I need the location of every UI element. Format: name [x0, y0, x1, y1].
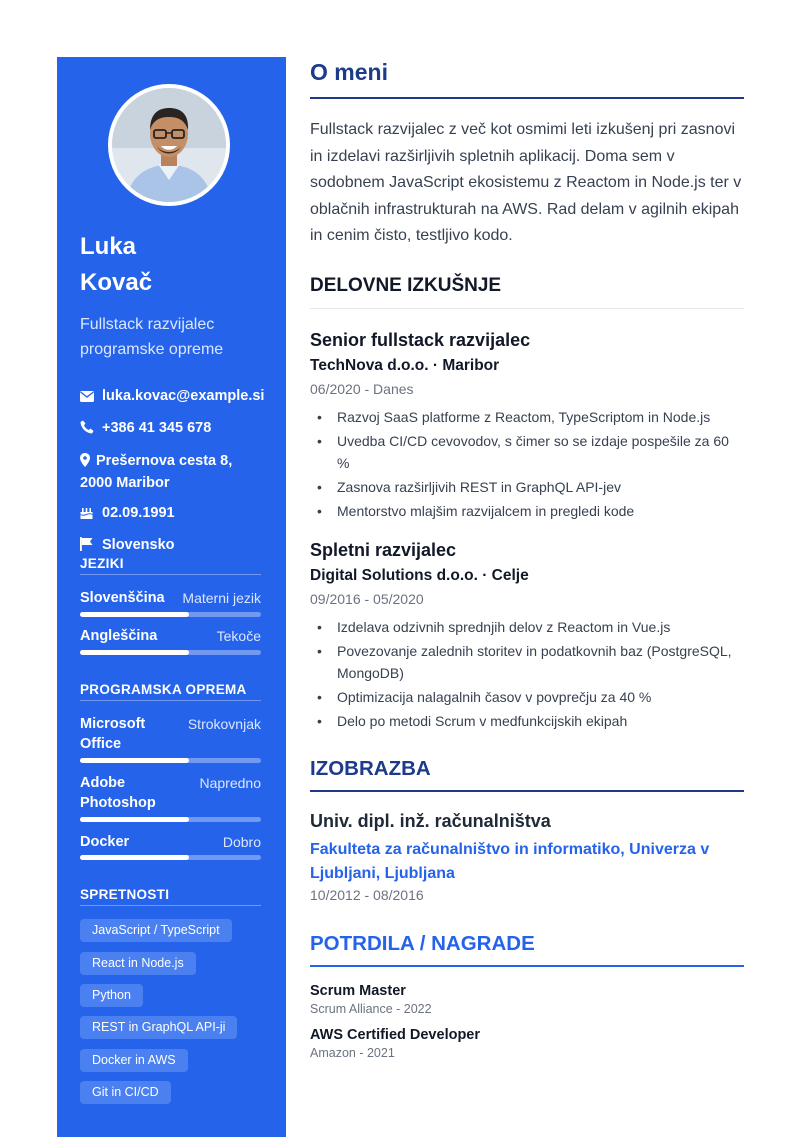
job-company: Digital Solutions d.o.o. · Celje	[310, 567, 529, 584]
job-dates: 09/2016 - 05/2020	[310, 591, 424, 607]
sidebar	[57, 57, 286, 1137]
avatar	[112, 88, 226, 202]
language-bar	[80, 650, 261, 655]
education-school: Fakulteta za računalništvo in informatiko, Univerza v Ljubljani, Ljubljana	[310, 841, 710, 882]
education-heading: IZOBRAZBA	[310, 757, 431, 780]
languages-heading: JEZIKI	[80, 556, 261, 575]
job-bullets	[310, 407, 742, 525]
software-name: Adobe Photoshop	[80, 775, 156, 811]
birthdate-text: 02.09.1991	[102, 505, 175, 521]
job-title: Spletni razvijalec	[310, 540, 457, 560]
education-divider	[310, 790, 744, 792]
birthday-cake-icon	[80, 505, 96, 525]
address-line2: 2000 Maribor	[80, 475, 170, 491]
experience-heading: DELOVNE IZKUŠNJE	[310, 275, 502, 296]
education-degree: Univ. dipl. inž. računalništva	[310, 811, 551, 831]
certificate-issuer: Scrum Alliance - 2022	[310, 1002, 432, 1016]
language-bar	[80, 612, 261, 617]
last-name: Kovač	[80, 269, 153, 296]
about-heading: O meni	[310, 59, 388, 85]
language-level: Tekoče	[216, 628, 261, 644]
certificates-heading: POTRDILA / NAGRADE	[310, 932, 535, 955]
skill-tag: Python	[80, 984, 143, 1007]
person-name	[80, 229, 152, 301]
flag-icon	[80, 537, 96, 557]
list-item: • Povezovanje zalednih storitev in podatkovnih baz (PostgreSQL, MongoDB)	[310, 641, 742, 684]
list-item: • Razvoj SaaS platforme z Reactom, TypeScriptom in Node.js	[310, 407, 742, 429]
software-level: Dobro	[222, 834, 261, 850]
contact-email	[80, 386, 270, 408]
list-item: • Optimizacija nalagalnih časov v povprečju za 40 %	[310, 687, 742, 709]
list-item: • Mentorstvo mlajšim razvijalcem in pregledi kode	[310, 501, 742, 523]
software-row	[80, 832, 261, 852]
job-dates: 06/2020 - Danes	[310, 381, 414, 397]
job-role: Fullstack razvijalec programske opreme	[80, 316, 224, 358]
job-bullets	[310, 617, 742, 735]
certificate-issuer: Amazon - 2021	[310, 1046, 395, 1060]
software-name: Docker	[80, 834, 130, 850]
language-level: Materni jezik	[182, 590, 261, 606]
certificate-title: AWS Certified Developer	[310, 1027, 481, 1043]
list-item: • Delo po metodi Scrum v medfunkcijskih ekipah	[310, 711, 742, 733]
software-row	[80, 714, 261, 754]
software-name: Microsoft Office	[80, 716, 146, 752]
education-dates: 10/2012 - 08/2016	[310, 887, 424, 903]
software-row	[80, 773, 261, 813]
address-line1: Prešernova cesta 8,	[96, 453, 233, 469]
skill-tag: JavaScript / TypeScript	[80, 919, 232, 942]
phone-text: +386 41 345 678	[102, 420, 212, 436]
software-heading: PROGRAMSKA OPREMA	[80, 682, 261, 701]
email-text: luka.kovac@example.si	[102, 388, 265, 404]
certificate-title: Scrum Master	[310, 983, 406, 999]
skill-tag: Docker in AWS	[80, 1049, 188, 1072]
list-item: • Zasnova razširljivih REST in GraphQL API-jev	[310, 477, 742, 499]
list-item: • Izdelava odzivnih sprednjih delov z Reactom in Vue.js	[310, 617, 742, 639]
phone-icon	[80, 420, 96, 440]
language-name: Angleščina	[80, 628, 158, 644]
contact-birthdate	[80, 503, 270, 525]
software-bar	[80, 817, 261, 822]
experience-divider	[310, 308, 744, 309]
skill-tag: REST in GraphQL API-ji	[80, 1016, 237, 1039]
contact-nationality	[80, 535, 270, 557]
language-row	[80, 588, 261, 608]
language-row	[80, 626, 261, 646]
profile-photo	[108, 84, 230, 206]
skill-tag: Git in CI/CD	[80, 1081, 171, 1104]
list-item: • Uvedba CI/CD cevovodov, s čimer so se izdaje pospešile za 60 %	[310, 431, 742, 474]
nationality-text: Slovensko	[102, 537, 175, 553]
envelope-icon	[80, 388, 96, 408]
job-title: Senior fullstack razvijalec	[310, 330, 531, 350]
software-bar	[80, 758, 261, 763]
about-text: Fullstack razvijalec z več kot osmimi leti izkušenj pri zasnovi in izdelavi razširljivih spletnih aplikacij. Doma sem v sodobnem JavaScript ekosistemu z Reactom in Node.js ter v oblačnih infrastrukturah na AWS. Rad delam v agilnih ekipah in cenim čisto, testljivo kodo.	[310, 121, 742, 244]
software-level: Strokovnjak	[187, 716, 261, 732]
software-level: Napredno	[199, 775, 261, 791]
contact-phone	[80, 418, 270, 440]
skills-heading: SPRETNOSTI	[80, 887, 261, 906]
contact-address	[80, 451, 270, 493]
language-name: Slovenščina	[80, 590, 165, 606]
software-bar	[80, 855, 261, 860]
first-name: Luka	[80, 233, 137, 260]
job-company: TechNova d.o.o. · Maribor	[310, 357, 500, 374]
about-divider	[310, 97, 744, 99]
certificates-divider	[310, 965, 744, 967]
map-pin-icon	[80, 453, 90, 473]
skill-tag: React in Node.js	[80, 952, 196, 975]
